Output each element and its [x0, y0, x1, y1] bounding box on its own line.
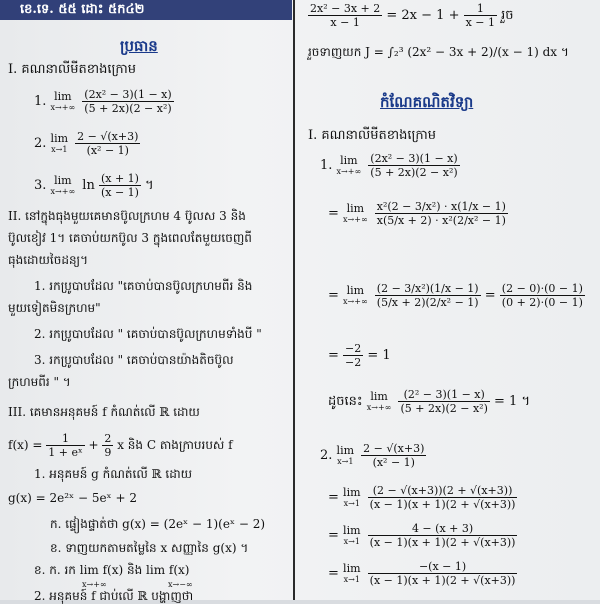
q2-item3: 3. រកប្រូបាបដែល " គេចាប់បានយ៉ាងតិចប៊ូល — [34, 353, 234, 367]
eq-sign: = — [328, 566, 339, 581]
limit — [337, 155, 362, 177]
q3-g-def: g(x) = 2e²ˣ − 5eˣ + 2 — [8, 491, 137, 505]
lim-sub: x→1 — [343, 498, 360, 508]
f-lhs: f(x) = — [8, 438, 43, 452]
limit — [337, 445, 354, 467]
denominator: (x − 1)(x + 1)(2 + √(x+3)) — [369, 498, 516, 511]
result: = 1 ។ — [494, 394, 531, 409]
numerator: −(x − 1) — [368, 560, 518, 574]
q1-c — [34, 172, 154, 199]
fraction — [75, 130, 140, 157]
denominator: (5 + 2x)(2 − x²) — [370, 166, 458, 179]
q3-line1: III. គេមានអនុគមន៍ f កំណត់លើ ℝ ដោយ — [8, 405, 200, 419]
q3-item1: 1. អនុគមន៍ g កំណត់លើ ℝ ដោយ — [34, 467, 193, 481]
answer-2-step1 — [328, 484, 517, 511]
numerator: 2 − √(x+3) — [77, 130, 139, 143]
denominator: (5 + 2x)(2 − x²) — [84, 102, 172, 115]
q2-line2: ប៊ូលខៀវ 1។ គេចាប់យកប៊ូល 3 ក្នុងពេលតែមួយចេញពី — [8, 231, 252, 245]
denominator: x(5/x + 2) · x²(2/x² − 1) — [376, 214, 506, 227]
lim-text: lim — [343, 485, 361, 499]
answer-1-step1 — [328, 200, 508, 227]
fraction — [308, 2, 382, 29]
eq-sign: = — [484, 288, 496, 303]
denominator: (0 + 2)·(0 − 1) — [501, 296, 583, 309]
answer-1-statement — [320, 152, 460, 179]
plus: + — [88, 438, 99, 452]
numerator: 1 — [46, 432, 84, 446]
q2-line1: II. នៅក្នុងធុងមួយគេមានប៊ូលក្រហម 4 ប៊ូលស 3 និង — [8, 209, 246, 223]
conclusion-label: ដូចនេះ — [328, 394, 363, 409]
q1-a — [34, 88, 174, 115]
q2-item2: 2. រកប្រូបាបដែល " គេចាប់បានប៊ូលក្រហមទាំងបី " — [34, 327, 262, 341]
limit — [51, 133, 68, 155]
numerator: 2x² − 3x + 2 — [310, 2, 381, 15]
column-divider — [293, 0, 295, 600]
denominator: x − 1 — [330, 16, 360, 29]
numerator: (2² − 3)(1 − x) — [398, 388, 489, 402]
fraction — [368, 484, 518, 511]
fraction — [375, 282, 481, 309]
lim-text: lim — [336, 443, 355, 457]
limit — [343, 203, 368, 225]
answer-2-statement — [320, 442, 426, 469]
lim-sub: x→1 — [343, 536, 360, 546]
lim-text: lim — [343, 523, 361, 537]
item-number: 2. — [320, 448, 333, 463]
fraction — [343, 342, 363, 369]
q2-item1: 1. រកប្រូបាបដែល "គេចាប់បានប៊ូលក្រហមពីរ និង — [34, 279, 253, 293]
fraction — [375, 200, 508, 227]
lim-sub: x→+∞ — [50, 186, 76, 196]
q1-title: I. គណនាលីមីតខាងក្រោម — [8, 62, 137, 77]
limit — [343, 563, 360, 585]
q3-a: ក. ផ្ទៀងផ្ទាត់ថា g(x) = (2eˣ − 1)(eˣ − 2) — [50, 517, 266, 531]
ln-text: ln — [82, 178, 95, 193]
denominator: 1 + eˣ — [48, 446, 83, 459]
right-column — [300, 0, 600, 600]
lim-text: lim — [340, 153, 358, 167]
lim-text: lim — [54, 173, 72, 187]
top-equation — [308, 2, 514, 29]
q3-c-sub1: x→+∞ — [82, 580, 107, 589]
answer-2-step2 — [328, 522, 517, 549]
q3-c: ខ. ក. រក lim f(x) និង lim f(x) — [34, 563, 190, 577]
denominator: −2 — [345, 356, 362, 369]
left-column — [0, 0, 292, 603]
denominator: (x² − 1) — [372, 456, 415, 469]
q2-item3b: ក្រហមពីរ " ។ — [8, 375, 71, 389]
integral-line: រួចទាញយក J = ∫₂³ (2x² − 3x + 2)/(x − 1) dx ។ — [308, 45, 569, 59]
limit — [343, 487, 360, 509]
period: ។ — [145, 178, 154, 193]
fraction — [102, 432, 113, 459]
fraction — [361, 442, 426, 469]
item-number: 3. — [34, 178, 47, 193]
limit — [51, 91, 76, 113]
q3-b: ខ. ទាញយកតាមតម្លៃនៃ x សញ្ញានៃ g(x) ។ — [50, 541, 249, 555]
q1-b — [34, 130, 140, 157]
fraction — [500, 282, 585, 309]
answer-1-step3 — [328, 342, 391, 369]
numerator: 2 − √(x+3) — [363, 442, 425, 455]
result: = 1 — [367, 348, 391, 363]
lim-sub: x→1 — [51, 144, 68, 154]
denominator: (5 + 2x)(2 − x²) — [400, 402, 488, 415]
numerator: (2 − 0)·(0 − 1) — [501, 282, 583, 295]
answer-1-conclusion — [328, 388, 530, 415]
item-number: 1. — [34, 94, 47, 109]
fraction — [398, 388, 489, 415]
fraction — [99, 172, 141, 199]
lim-text: lim — [343, 561, 361, 575]
lim-text: lim — [54, 89, 72, 103]
lim-text: lim — [370, 389, 388, 403]
numerator: −2 — [345, 342, 362, 355]
denominator: 9 — [104, 446, 112, 459]
limit — [343, 285, 368, 307]
eq-sign: = — [328, 288, 339, 303]
denominator: (x − 1) — [100, 186, 139, 199]
numerator: (2 − 3/x²)(1/x − 1) — [376, 282, 479, 295]
lim-sub: x→+∞ — [336, 166, 362, 176]
numerator: x²(2 − 3/x²) · x(1/x − 1) — [376, 200, 506, 213]
lim-sub: x→+∞ — [343, 296, 368, 306]
q3-f-def — [8, 432, 233, 459]
section-title-questions: ប្រធាន — [120, 37, 158, 55]
lim-sub: x→+∞ — [50, 102, 76, 112]
lim-text: lim — [346, 283, 365, 297]
numerator: (x + 1) — [100, 172, 139, 185]
lim-sub: x→1 — [343, 574, 360, 584]
lim-text: lim — [346, 201, 365, 215]
item-number: 2. — [34, 136, 47, 151]
q2-item1b: មួយទៀតមិនក្រហម" — [8, 301, 101, 315]
item-number: 1. — [320, 158, 333, 173]
fraction — [368, 522, 518, 549]
lim-text: lim — [50, 131, 69, 145]
f-rhs: x និង C តាងក្រាបរបស់ f — [117, 438, 233, 452]
q2-line3: ធុងដោយចៃដន្យ។ — [8, 253, 89, 267]
q3-c-sub2: x→−∞ — [168, 580, 193, 589]
numerator: 1 — [464, 2, 497, 16]
answer-section-title: កំណែគណិតវិទ្យា — [380, 93, 474, 111]
numerator: (2 − √(x+3))(2 + √(x+3)) — [368, 484, 518, 498]
eq-sign: = — [328, 348, 339, 363]
lim-sub: x→+∞ — [366, 402, 392, 412]
lim-sub: x→1 — [337, 456, 354, 466]
eq-end: រួច — [501, 8, 514, 23]
denominator: (x − 1)(x + 1)(2 + √(x+3)) — [369, 536, 516, 549]
eq-sign: = — [328, 490, 339, 505]
fraction — [464, 2, 497, 29]
fraction — [46, 432, 84, 459]
answer-1-step2 — [328, 282, 585, 309]
denominator: (x² − 1) — [86, 144, 129, 157]
limit — [51, 175, 76, 197]
numerator: 4 − (x + 3) — [368, 522, 518, 536]
numerator: (2x² − 3)(1 − x) — [370, 152, 458, 165]
denominator: (5/x + 2)(2/x² − 1) — [376, 296, 479, 309]
fraction — [368, 152, 459, 179]
eq-sign: = — [328, 206, 339, 221]
limit — [367, 391, 392, 413]
lim-sub: x→+∞ — [343, 214, 368, 224]
fraction — [368, 560, 518, 587]
answer-2-step3 — [328, 560, 517, 587]
numerator: (2x² − 3)(1 − x) — [84, 88, 172, 101]
header-text: ខេ.ទេ. ៥៥ ដោះ ៥ក៤២ — [20, 2, 145, 17]
eq-rhs: = 2x − 1 + — [386, 8, 460, 23]
limit — [343, 525, 360, 547]
denominator: (x − 1)(x + 1)(2 + √(x+3)) — [369, 574, 516, 587]
numerator: 2 — [104, 432, 112, 445]
eq-sign: = — [328, 528, 339, 543]
answer-q1-title: I. គណនាលីមីតខាងក្រោម — [308, 128, 437, 143]
q3-d: 2. អនុគមន៍ f ជាប់លើ ℝ បង្ហាញថា — [34, 589, 194, 603]
denominator: x − 1 — [465, 16, 496, 29]
fraction — [82, 88, 173, 115]
